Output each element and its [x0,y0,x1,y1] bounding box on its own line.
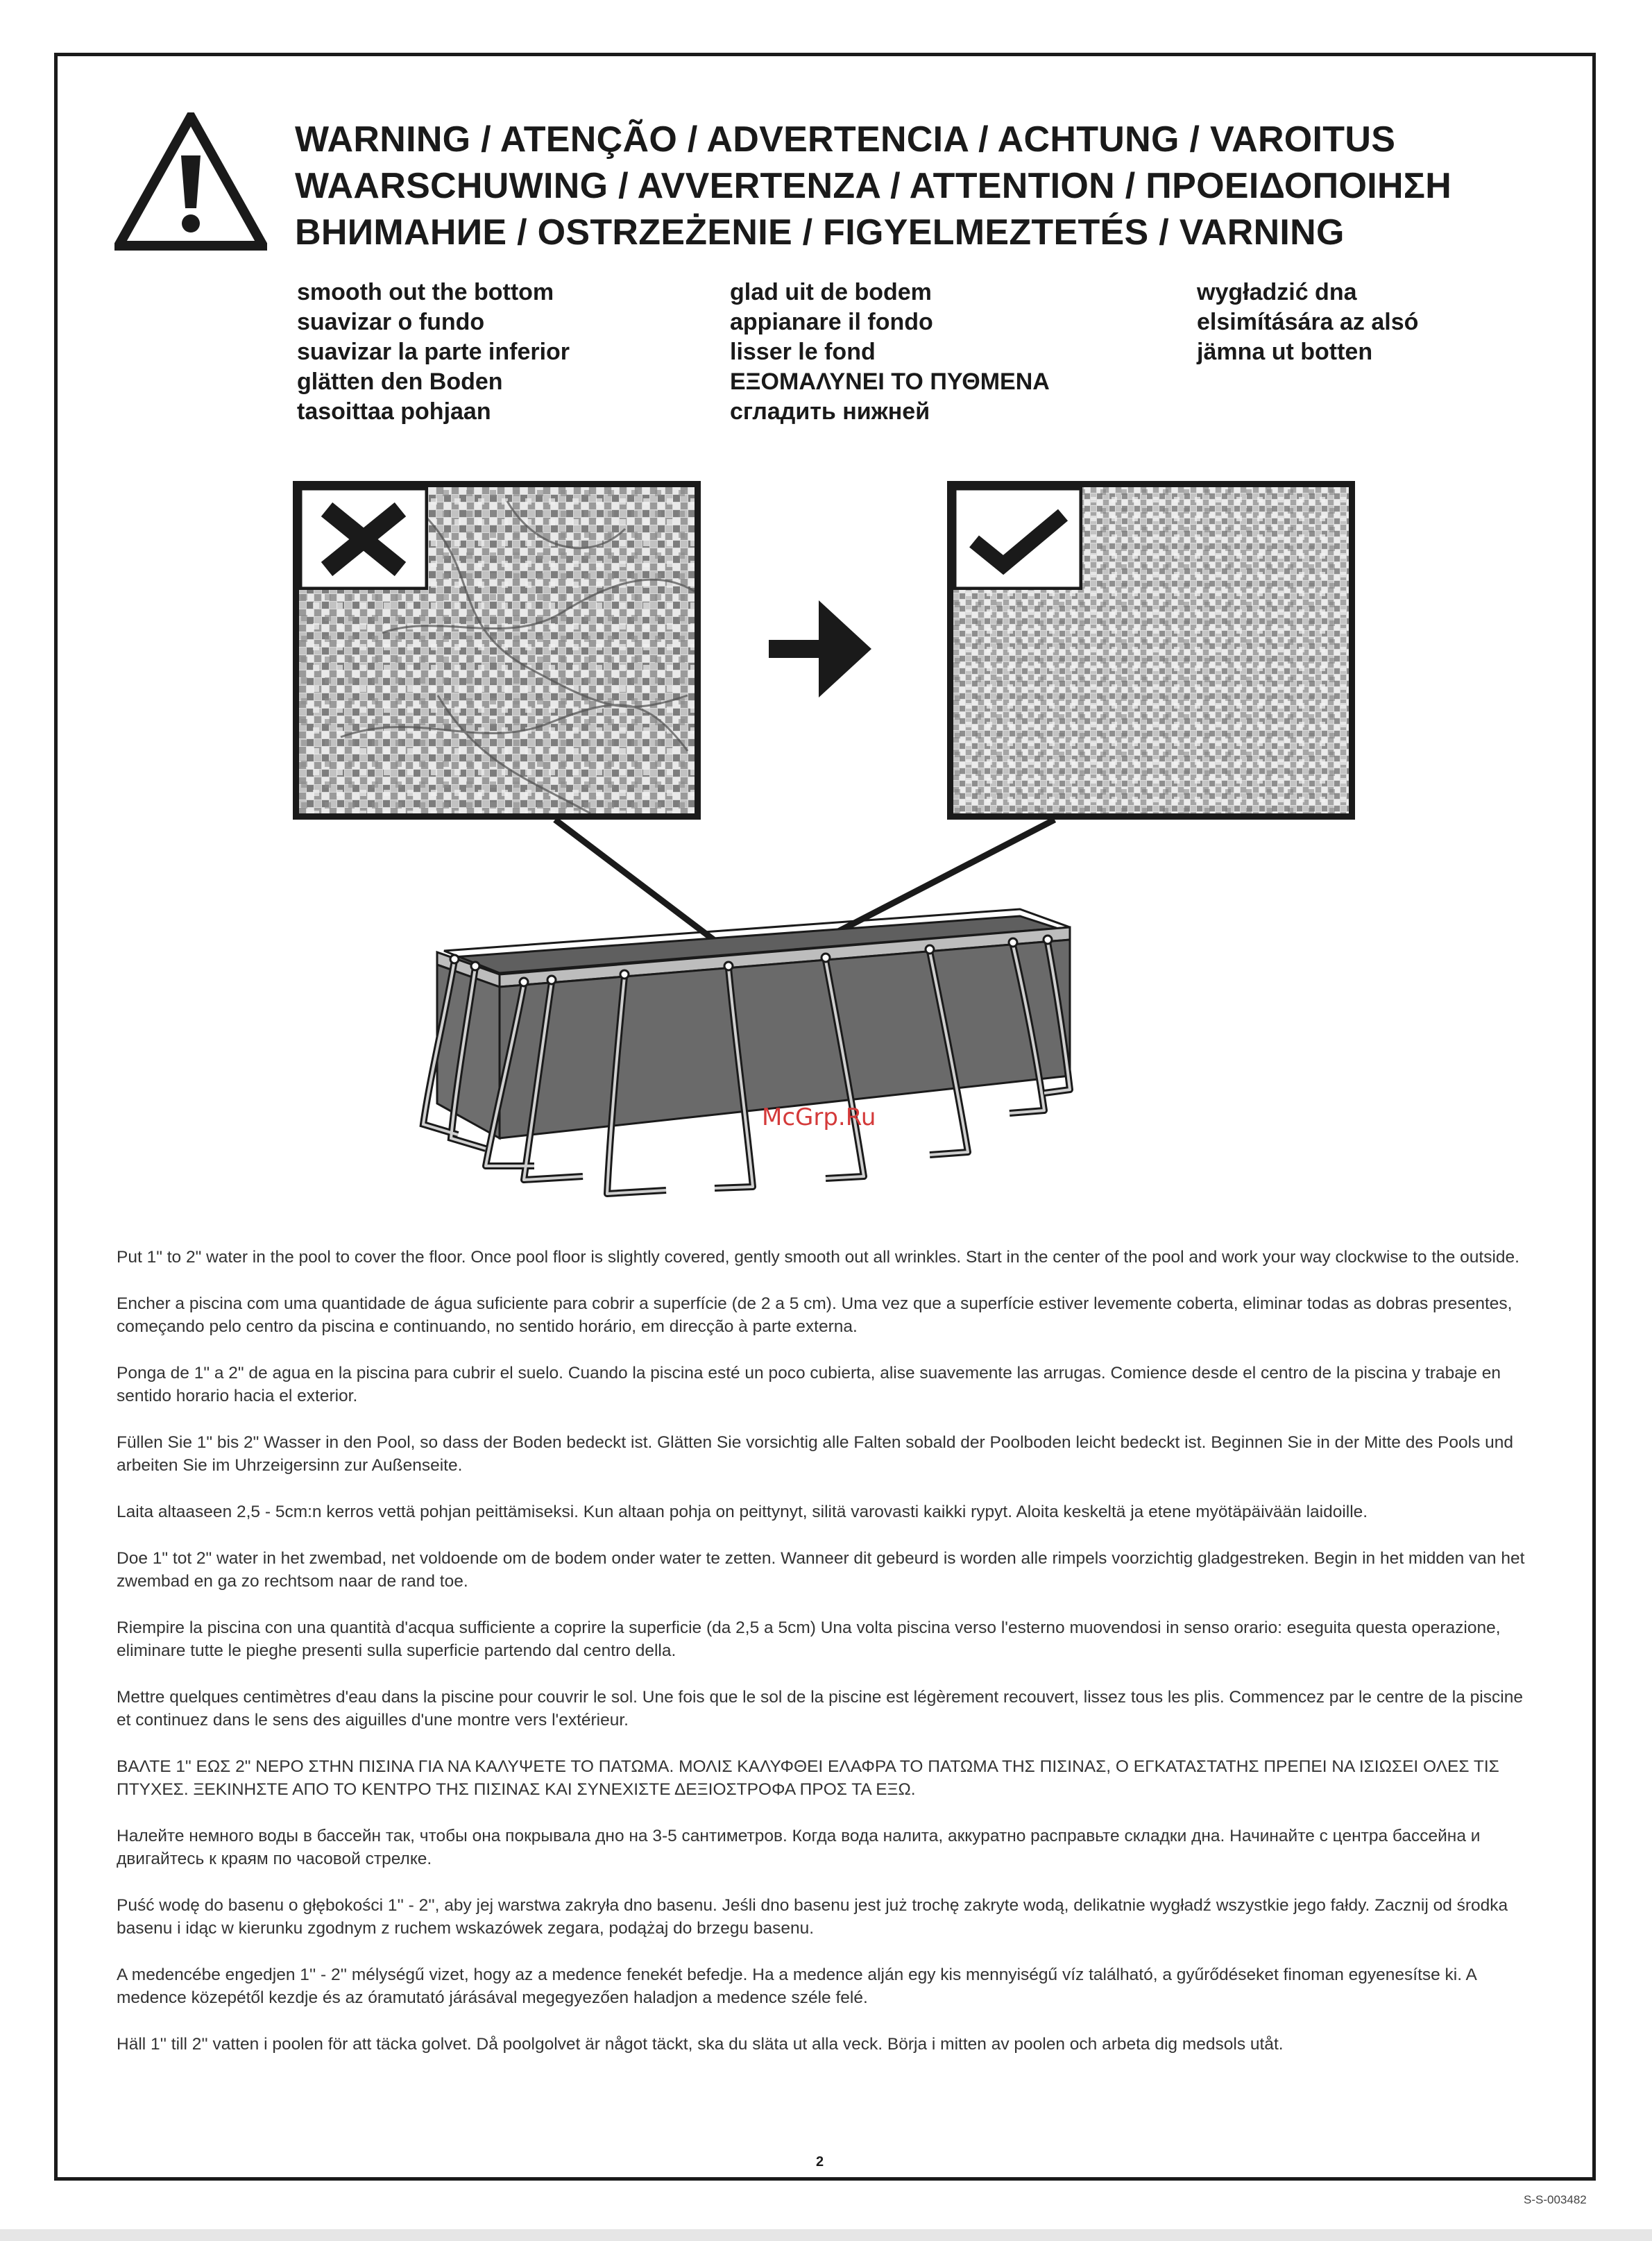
watermark: McGrp.Ru [762,1103,876,1131]
paragraph-nl: Doe 1" tot 2" water in het zwembad, net voldoende om de bodem onder water te zetten. Wanneer dit gebeurd is worden alle rimpels voorzichtig gladgestreken. Begin in het midden van het zwembad en ga zo rechtsom naar de rand toe. [117,1549,1525,1591]
subheading: suavizar o fundo [297,309,485,335]
paragraph-it: Riempire la piscina con una quantità d'acqua sufficiente a coprire la superficie (da 2,5 a 5cm) Una volta piscina verso l'esterno muovendosi in senso orario: eseguita questa operazione, eliminare tutte le pieghe presenti sulla superficie partendo dal centro della. [117,1618,1501,1660]
paragraph-fr: Mettre quelques centimètres d'eau dans la piscine pour couvrir le sol. Une fois que le sol de la piscine est légèrement recouvert, lissez tous les plis. Commencez par le centre de la piscine et continuez dans le sens des aiguilles d'une montre vers l'extérieur. [117,1688,1523,1730]
subheading: glad uit de bodem [730,279,932,305]
pool-illustration [402,902,1096,1215]
paragraph-ru: Налейте немного воды в бассейн так, чтобы она покрывала дно на 3-5 сантиметров. Когда вода налита, аккуратно расправьте складки дна. Начинайте с центра бассейна и двигайтесь к краям по часовой стрелке. [117,1827,1481,1868]
heading-line-3: ВНИМАНИЕ / OSTRZEŻENIE / FIGYELMEZTETÉS / VARNING [295,212,1345,253]
subheading: сгладить нижней [730,398,930,425]
paragraph-es: Ponga de 1" a 2" de agua en la piscina para cubrir el suelo. Cuando la piscina esté un poco cubierta, alise suavemente las arrugas. Comience desde el centro de la piscina y trabaje en sentido horario hacia el exterior. [117,1364,1501,1405]
heading-line-2: WAARSCHUWING / AVVERTENZA / ATTENTION / ΠΡΟΕΙΔΟΠΟΙΗΣΗ [295,166,1452,206]
paragraph-en: Put 1" to 2" water in the pool to cover the floor. Once pool floor is slightly covered, gently smooth out all wrinkles. Start in the center of the pool and work your way clockwise to the outside. [117,1248,1519,1267]
subheading: elsimítására az alsó [1197,309,1419,335]
paragraph-pt: Encher a piscina com uma quantidade de água suficiente para cobrir a superfície (de 2 a 5 cm). Uma vez que a superfície estiver levemente coberta, eliminar todas as dobras presentes, começando pelo centro da piscina e continuando, no sentido horário, em direcção à parte externa. [117,1294,1513,1336]
subheading: smooth out the bottom [297,279,554,305]
paragraph-sv: Häll 1'' till 2'' vatten i poolen för att täcka golvet. Då poolgolvet är något täckt, ska du släta ut alla veck. Börja i mitten av poolen och arbeta dig medsols utåt. [117,2035,1284,2054]
document-code: S-S-003482 [1524,2193,1587,2206]
heading-line-1: WARNING / ATENÇÃO / ADVERTENCIA / ACHTUNG / VAROITUS [295,119,1396,160]
paragraph-de: Füllen Sie 1" bis 2" Wasser in den Pool, so dass der Boden bedeckt ist. Glätten Sie vorsichtig alle Falten sobald der Poolboden leicht bedeckt ist. Beginnen Sie in der Mitte des Pools und arbeiten Sie im Uhrzeigersinn zur Außenseite. [117,1433,1514,1475]
subheading: ΕΞΟΜΑΛΥΝΕΙ ΤΟ ΠΥΘΜΕΝΑ [730,369,1050,395]
paragraph-pl: Puść wodę do basenu o głębokości 1'' - 2'', aby jej warstwa zakryła dno basenu. Jeśli dno basenu jest już trochę zakryte wodą, delikatnie wygładź wszystkie jego fałdy. Zacznij od środka basenu i idąc w kierunku zgodnym z ruchem wskazówek zegara, podążaj do brzegu basenu. [117,1896,1508,1938]
subheading: jämna ut botten [1197,339,1373,365]
paragraph-el: ΒΑΛΤΕ 1" ΕΩΣ 2" ΝΕΡΟ ΣΤΗΝ ΠΙΣΙΝΑ ΓΙΑ ΝΑ ΚΑΛΥΨΕΤΕ ΤΟ ΠΑΤΩΜΑ. ΜΟΛΙΣ ΚΑΛΥΦΘΕΙ ΕΛΑΦΡΑ ΤΟ ΠΑΤΩΜΑ ΤΗΣ ΠΙΣΙΝΑΣ, Ο ΕΓΚΑΤΑΣΤΑΤΗΣ ΠΡΕΠΕΙ ΝΑ ΙΣΙΩΣΕΙ ΟΛΕΣ ΤΙΣ ΠΤΥΧΕΣ. ΞΕΚΙΝΗΣΤΕ ΑΠΟ ΤΟ ΚΕΝΤΡΟ ΤΗΣ ΠΙΣΙΝΑΣ ΚΑΙ ΣΥΝΕΧΙΣΤΕ ΔΕΞΙΟΣΤΡΟΦΑ ΠΡΟΣ ΤΑ ΕΞΩ. [117,1757,1499,1799]
subheading: wygładzić dna [1197,279,1357,305]
subheading: glätten den Boden [297,369,503,395]
subheading: appianare il fondo [730,309,933,335]
subheading: lisser le fond [730,339,876,365]
paragraph-hu: A medencébe engedjen 1'' - 2'' mélységű vizet, hogy az a medence fenekét befedje. Ha a medence alján egy kis mennyiségű víz található, a gyűrődéseket finoman egyenesítse ki. A medence közepétől kezdje és az óramutató járásával megegyezően haladjon a medence széle felé. [117,1965,1476,2007]
instructions-text [117,1246,1532,2079]
paragraph-fi: Laita altaaseen 2,5 - 5cm:n kerros vettä pohjan peittämiseksi. Kun altaan pohja on peittynyt, silitä varovasti kaikki rypyt. Aloita keskeltä ja etene myötäpäivään laidoille. [117,1503,1368,1521]
page-number: 2 [816,2154,824,2170]
subheading: tasoittaa pohjaan [297,398,491,425]
subheading: suavizar la parte inferior [297,339,570,365]
bottom-strip [0,2229,1652,2241]
